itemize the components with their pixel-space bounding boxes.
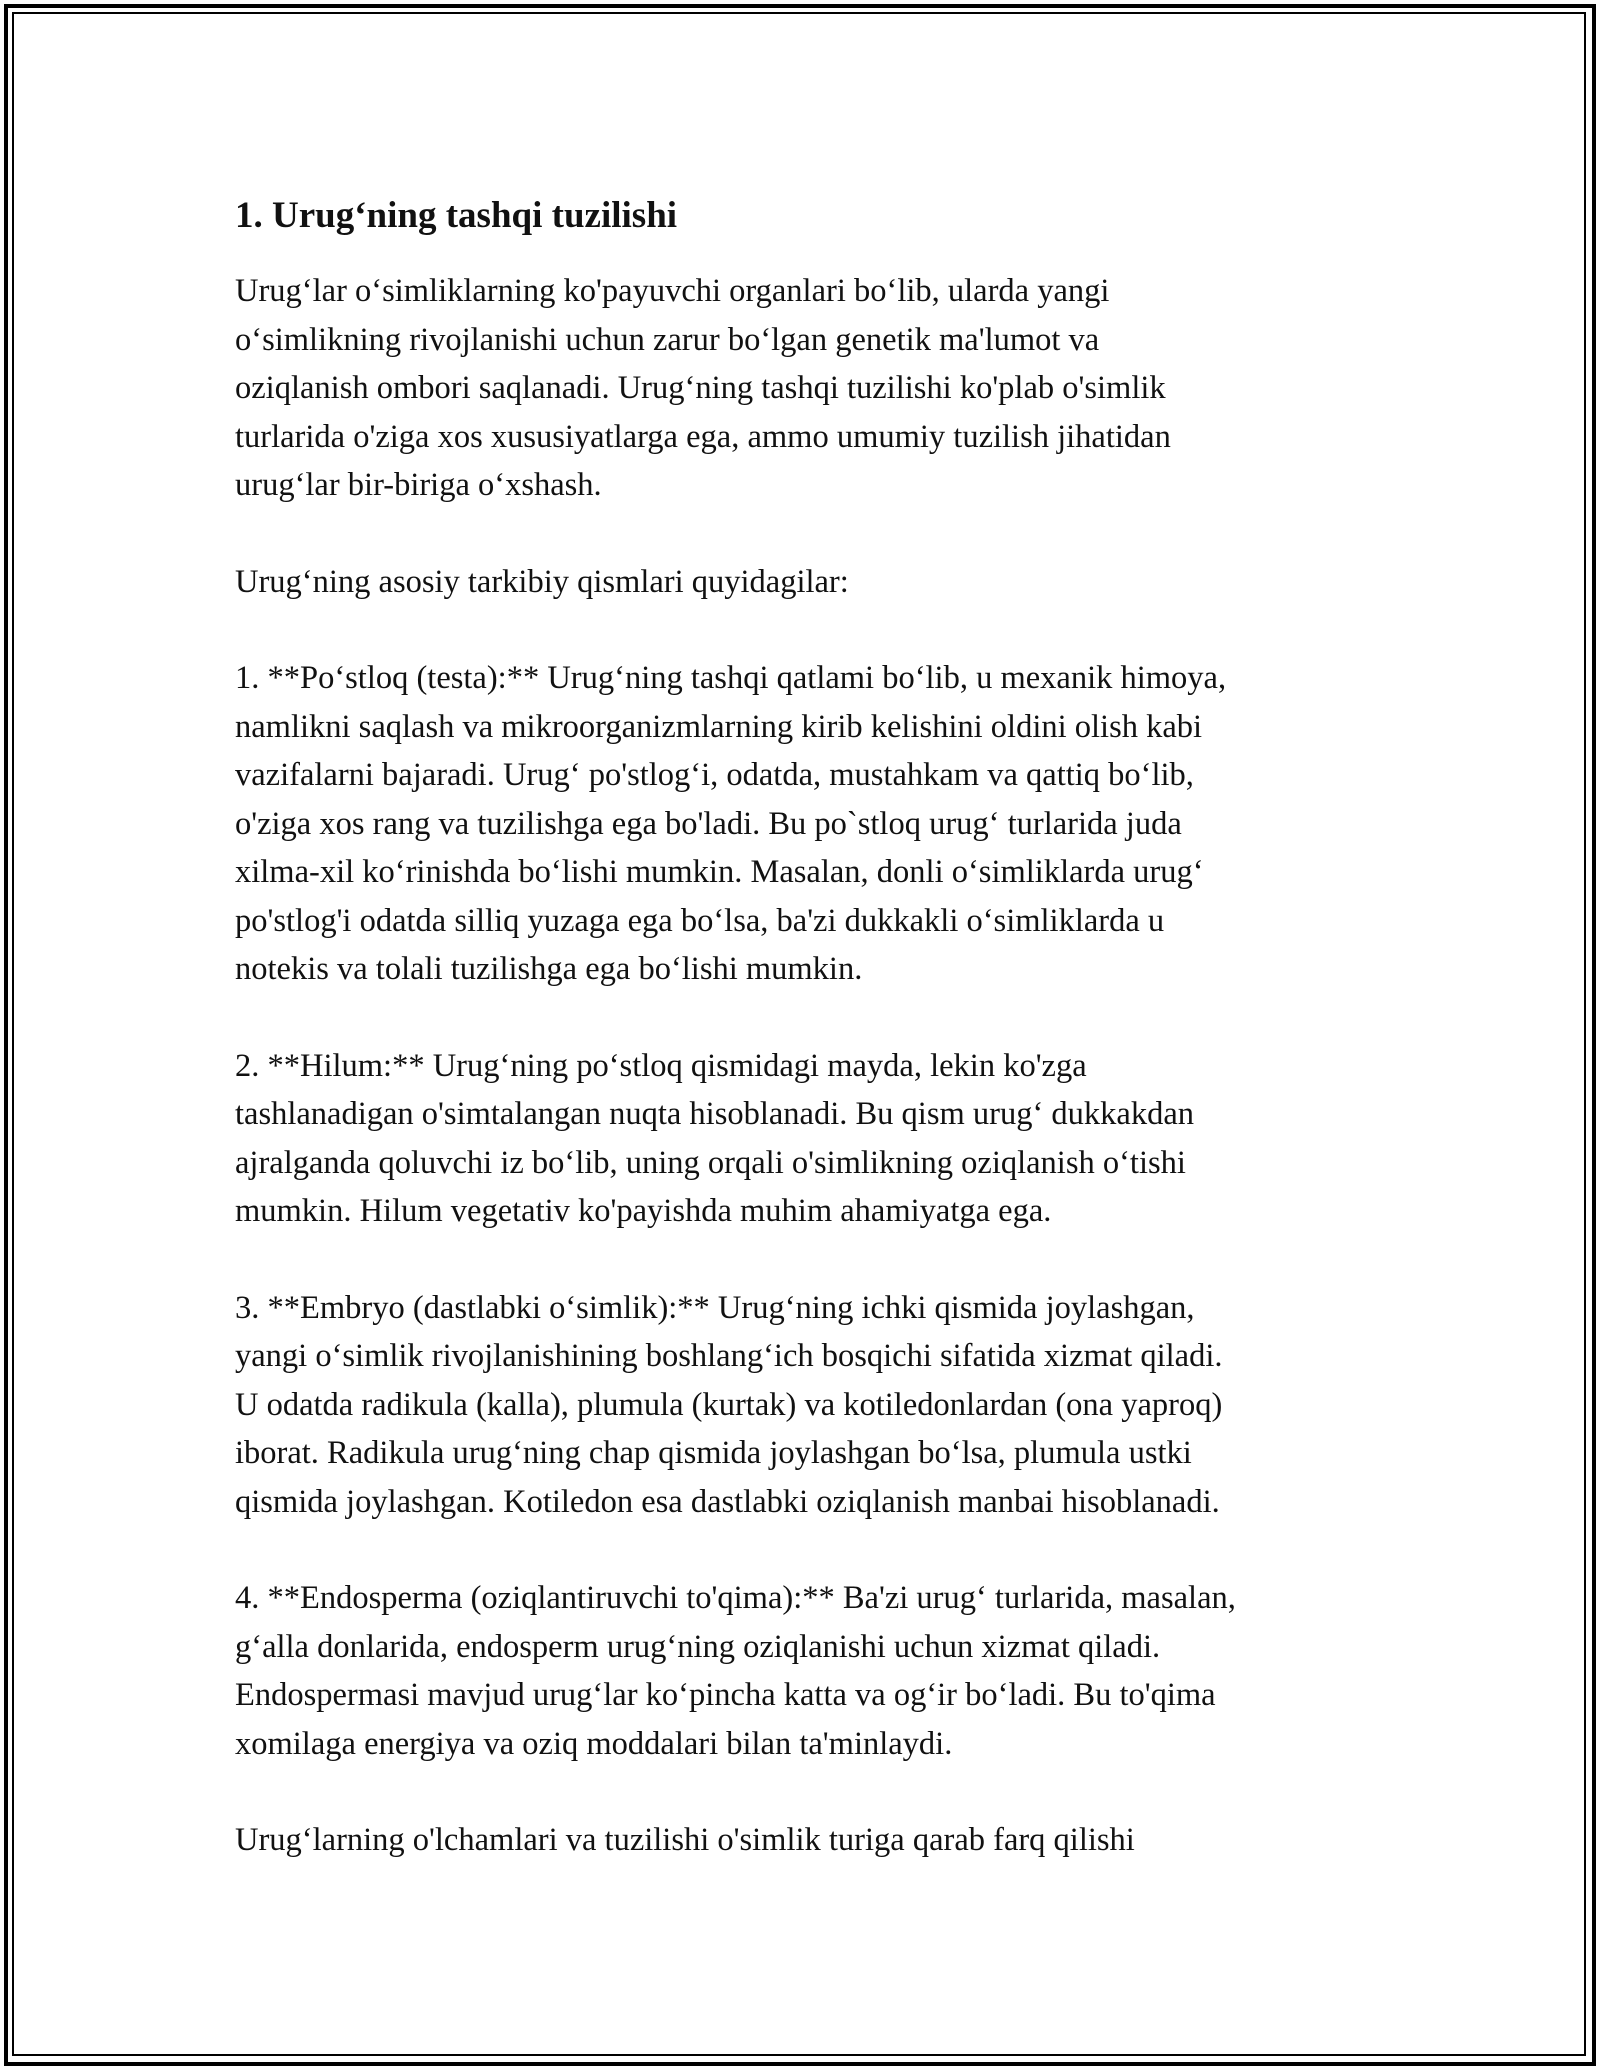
- paragraph-conclusion: Urug‘larning o'lchamlari va tuzilishi o'simlik turiga qarab farq qilishi: [235, 1822, 1135, 1858]
- document-title: 1. Urug‘ning tashqi tuzilishi: [235, 195, 678, 236]
- paragraph-embryo: 3. **Embryo (dastlabki o‘simlik):** Urug‘ning ichki qismida joylashgan, yangi o‘simlik rivojlanishining boshlang‘ich bosqichi sifatida xizmat qiladi. U odatda radikula (kalla), plumula (kurtak) va kotiledonlardan (ona yaproq) iborat. Radikula urug‘ning chap qismida joylashgan bo‘lsa, plumula ustki qismida joylashgan. Kotiledon esa dastlabki oziqlanish manbai hisoblanadi.: [235, 1289, 1223, 1520]
- paragraph-hilum: 2. **Hilum:** Urug‘ning po‘stloq qismidagi mayda, lekin ko'zga tashlanadigan o'simtalangan nuqta hisoblanadi. Bu qism urug‘ dukkakdan ajralganda qoluvchi iz bo‘lib, uning orqali o'simlikning oziqlanish o‘tishi mumkin. Hilum vegetativ ko'payishda muhim ahamiyatga ega.: [235, 1047, 1195, 1229]
- document-body: [235, 188, 1395, 1913]
- paragraph-parts-heading: Urug‘ning asosiy tarkibiy qismlari quyidagilar:: [235, 563, 849, 600]
- paragraph-testa: 1. **Po‘stloq (testa):** Urug‘ning tashqi qatlami bo‘lib, u mexanik himoya, namlikni saqlash va mikroorganizmlarning kirib kelishini oldini olish kabi vazifalarni bajaradi. Urug‘ po'stlog‘i, odatda, mustahkam va qattiq bo‘lib, o'ziga xos rang va tuzilishga ega bo'ladi. Bu po`stloq urug‘ turlarida juda xilma-xil ko‘rinishda bo‘lishi mumkin. Masalan, donli o‘simliklarda urug‘ po'stlog'i odatda silliq yuzaga ega bo‘lsa, ba'zi dukkakli o‘simliklarda u notekis va tolali tuzilishga ega bo‘lishi mumkin.: [235, 660, 1227, 987]
- paragraph-intro: Urug‘lar o‘simliklarning ko'payuvchi organlari bo‘lib, ularda yangi o‘simlikning rivojlanishi uchun zarur bo‘lgan genetik ma'lumot va oziqlanish ombori saqlanadi. Urug‘ning tashqi tuzilishi ko'plab o'simlik turlarida o'ziga xos xususiyatlarga ega, ammo umumiy tuzilish jihatidan urug‘lar bir-biriga o‘xshash.: [235, 273, 1171, 503]
- paragraph-endosperm: 4. **Endosperma (oziqlantiruvchi to'qima):** Ba'zi urug‘ turlarida, masalan, g‘alla donlarida, endosperm urug‘ning oziqlanishi uchun xizmat qiladi. Endospermasi mavjud urug‘lar ko‘pincha katta va og‘ir bo‘ladi. Bu to'qima xomilaga energiya va oziq moddalari bilan ta'minlaydi.: [235, 1580, 1236, 1762]
